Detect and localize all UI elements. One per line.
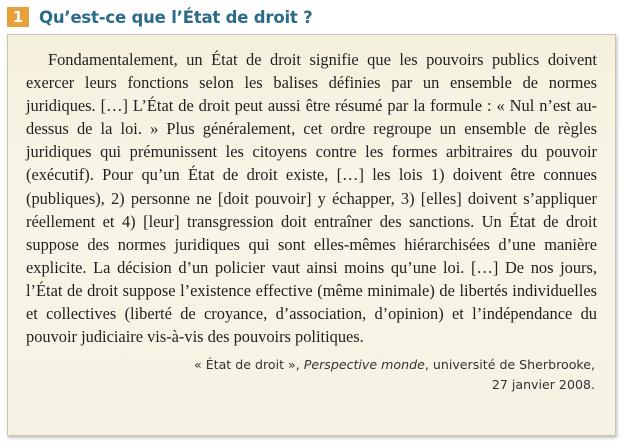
source-prefix: « État de droit », bbox=[193, 357, 304, 373]
source-publication: Perspective monde bbox=[303, 357, 425, 373]
section-header bbox=[7, 6, 620, 28]
source-date: 27 janvier 2008. bbox=[491, 377, 595, 393]
quote-source bbox=[26, 355, 597, 395]
quote-paragraph: Fondamentalement, un État de droit signifie que les pouvoirs publics doivent exercer leurs fonctions selon les balises définies par un ensemble de normes juridiques. […] L’État de droit peut aussi être résumé par la formule : « Nul n’est au-dessus de la loi. » Plus généralement, cet ordre regroupe un ensemble de règles juridiques qui prémunissent les citoyens contre les formes arbitraires du pouvoir (exécutif). Pour qu’un État de droit existe, […] les lois 1) doivent être connues (publiques), 2) personne ne [doit pouvoir] y échapper, 3) [elles] doivent s’appliquer réellement et 4) [leur] transgression doit entraîner des sanctions. Un État de droit suppose des normes juridiques qui sont elles-mêmes hiérarchisées d’une manière explicite. La décision d’un policier vaut ainsi moins qu’une loi. […] De nos jours, l’État de droit suppose l’existence effective (même minimale) de libertés individuelles et collectives (liberté de croyance, d’association, d’opinion) et l’indépendance du pouvoir judiciaire vis-à-vis des pouvoirs politiques. bbox=[26, 50, 597, 347]
source-suffix: , université de Sherbrooke, bbox=[424, 357, 595, 373]
quote-box bbox=[7, 34, 616, 436]
section-number-badge: 1 bbox=[7, 7, 29, 27]
source-line-1 bbox=[26, 355, 595, 375]
section-title: Qu’est-ce que l’État de droit ? bbox=[39, 7, 313, 27]
